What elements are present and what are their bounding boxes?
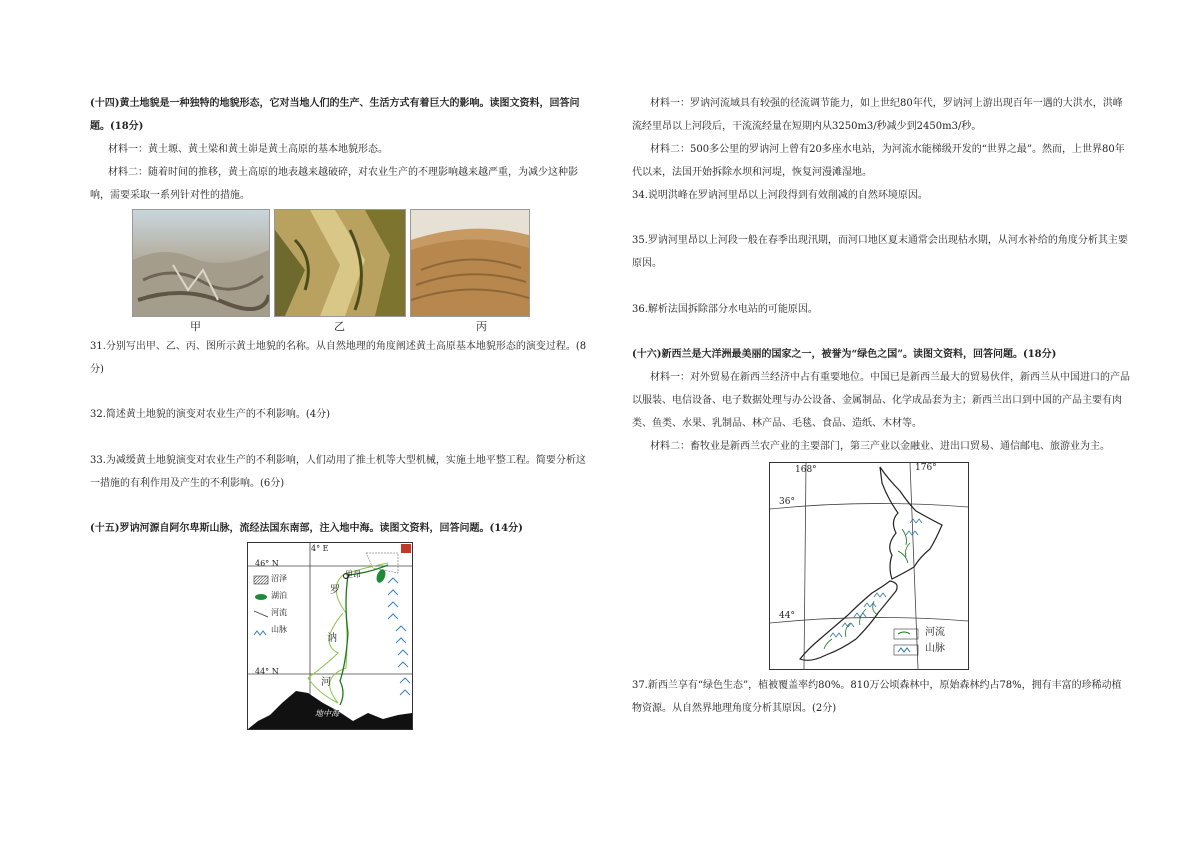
question-32: 32.简述黄土地貌的演变对农业生产的不利影响。(4分) bbox=[90, 409, 331, 420]
lat-46-label: 46° N bbox=[255, 559, 279, 568]
section16-header: (十六)新西兰是大洋洲最美丽的国家之一，被誉为“绿色之国”。读图文资料，回答问题。(18分) bbox=[632, 349, 1057, 360]
lon-176-label: 176° bbox=[915, 463, 937, 473]
question-33: 33.为减缓黄土地貌演变对农业生产的不利影响，人们动用了推土机等大型机械，实施土地平整工程。简要分析这一措施的有利作用及产生的不利影响。(6分) bbox=[90, 455, 586, 489]
sea-label: 地中海 bbox=[315, 709, 339, 718]
legend-lake: 湖泊 bbox=[271, 591, 287, 600]
lyon-label: 里昂 bbox=[345, 570, 361, 579]
loess-photos bbox=[90, 209, 590, 335]
section16-material1: 材料一：对外贸易在新西兰经济中占有重要地位。中国已是新西兰最大的贸易伙伴，新西兰从中国进口的产品以服装、电信设备、电子数据处理与办公设备、金属制品、化学成品套为主；新西兰出口到中国的产品主要有肉类、鱼类、水果、乳制品、林产品、毛毯、食品、造纸、木材等。 bbox=[632, 372, 1130, 429]
nz-map-svg bbox=[769, 462, 969, 670]
lat-44-label: 44° N bbox=[255, 667, 279, 676]
lon-168-line bbox=[804, 463, 806, 669]
rhone-legend bbox=[254, 576, 268, 635]
section14-material2: 材料二：随着时间的推移，黄土高原的地表越来越破碎，对农业生产的不理影响越来越严重，为减少这种影响，需要采取一系列针对性的措施。 bbox=[90, 167, 578, 201]
section15-material1: 材料一：罗讷河流域具有较强的径流调节能力，如上世纪80年代，罗讷河上游出现百年一遇的大洪水，洪峰流经里昂以上河段后，干流流经量在短期内从3250m3/秒减少到2450m3/秒。 bbox=[632, 98, 1123, 132]
photo-label-jia: 甲 bbox=[190, 320, 201, 333]
section15-header: (十五)罗讷河源自阿尔卑斯山脉，流经法国东南部，注入地中海。读图文资料，回答问题。(14分) bbox=[90, 523, 523, 534]
river-char-3: 河 bbox=[321, 677, 331, 688]
legend-mountain: 山脉 bbox=[271, 625, 287, 634]
loess-photo-yi bbox=[274, 209, 406, 317]
section15-material2: 材料二：500多公里的罗讷河上曾有20多座水电站，为河流水能梯级开发的“世界之最”。然而，上世界80年代以来，法国开始拆除水坝和河堤，恢复河漫滩湿地。 bbox=[632, 144, 1125, 178]
rhone-map bbox=[247, 542, 411, 728]
section14-material1: 材料一：黄土塬、黄土梁和黄土峁是黄土高原的基本地貌形态。 bbox=[108, 144, 388, 155]
left-column bbox=[90, 92, 590, 728]
lat-44-line bbox=[770, 617, 968, 623]
lat-44-label: 44° bbox=[779, 611, 795, 621]
question-36: 36.解析法国拆除部分水电站的可能原因。 bbox=[632, 304, 818, 315]
nz-legend bbox=[894, 629, 918, 655]
question-37: 37.新西兰享有“绿色生态”，植被覆盖率约80%。810万公顷森林中，原始森林约占78%，拥有丰富的珍稀动植物资源。从自然界地理角度分析其原因。(2分) bbox=[632, 680, 1122, 714]
section14-header: (十四)黄土地貌是一种独特的地貌形态，它对当地人们的生产、生活方式有着巨大的影响。读图文资料，回答问题。(18分) bbox=[90, 98, 580, 132]
right-column bbox=[632, 92, 1130, 720]
legend-nz-mountain: 山脉 bbox=[925, 643, 945, 654]
photo-label-yi: 乙 bbox=[334, 320, 345, 333]
river-char-1: 罗 bbox=[330, 585, 340, 596]
alps-mountains bbox=[388, 578, 410, 695]
legend-river: 河流 bbox=[271, 608, 287, 617]
question-35: 35.罗讷河里昂以上河段一般在春季出现汛期，而河口地区夏末通常会出现枯水期，从河水补给的角度分析其主要原因。 bbox=[632, 235, 1128, 269]
legend-nz-river: 河流 bbox=[925, 627, 945, 638]
new-zealand-map bbox=[769, 462, 967, 668]
loess-photo-bing bbox=[410, 209, 530, 317]
south-island bbox=[800, 581, 897, 660]
lat-36-label: 36° bbox=[779, 497, 795, 507]
question-31: 31.分别写出甲、乙、丙、图所示黄土地貌的名称。从自然地理的角度阐述黄土高原基本地貌形态的演变过程。(8分) bbox=[90, 341, 587, 375]
photo-label-bing: 丙 bbox=[476, 320, 487, 333]
section16-material2: 材料二：畜牧业是新西兰农产业的主要部门，第三产业以金融业、进出口贸易、通信邮电、旅游业为主。 bbox=[650, 441, 1110, 452]
river-char-2: 讷 bbox=[327, 633, 337, 644]
question-34: 34.说明洪峰在罗讷河里昂以上河段得到有效削减的自然环境原因。 bbox=[632, 190, 928, 201]
lon-4-label: 4° E bbox=[311, 544, 329, 553]
lat-36-line bbox=[770, 503, 968, 509]
loess-photo-jia bbox=[132, 209, 270, 317]
legend-marsh: 沼泽 bbox=[271, 574, 287, 583]
lon-168-label: 168° bbox=[795, 465, 817, 475]
